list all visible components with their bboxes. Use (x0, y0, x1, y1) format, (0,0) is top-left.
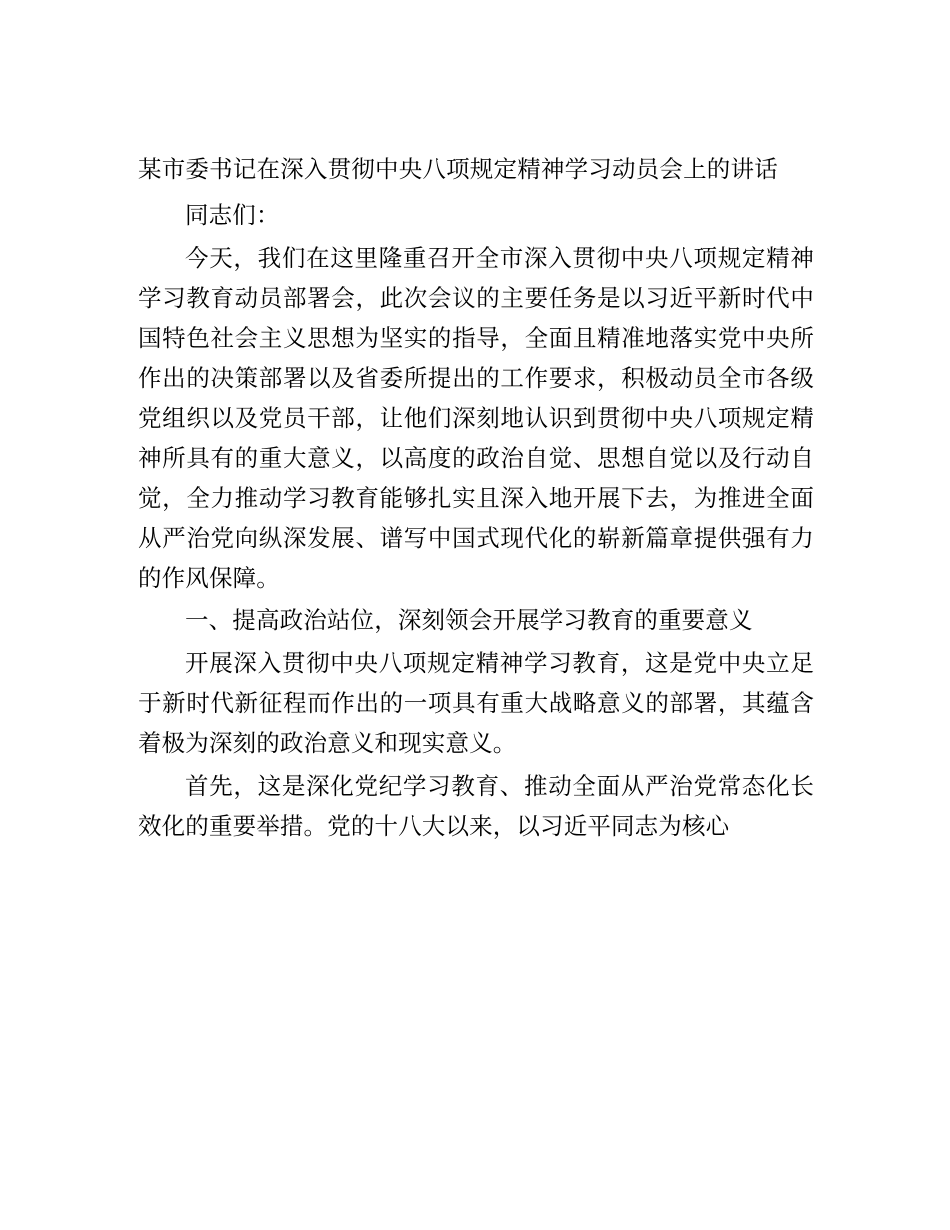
document-title: 某市委书记在深入贯彻中央八项规定精神学习动员会上的讲话 (138, 155, 778, 183)
paragraph-first-point: 首先，这是深化党纪学习教育、推动全面从严治党常态化长效化的重要举措。党的十八大以来，以习近平同志为核心 (138, 772, 814, 841)
document-body (138, 150, 814, 847)
section-heading-one: 一、提高政治站位，深刻领会开展学习教育的重要意义 (185, 606, 753, 635)
paragraph-opening: 今天，我们在这里隆重召开全市深入贯彻中央八项规定精神学习教育动员部署会，此次会议的主要任务是以习近平新时代中国特色社会主义思想为坚实的指导，全面且精准地落实党中央所作出的决策部署以及省委所提出的工作要求，积极动员全市各级党组织以及党员干部，让他们深刻地认识到贯彻中央八项规定精神所具有的重大意义，以高度的政治自觉、思想自觉以及行动自觉，全力推动学习教育能够扎实且深入地开展下去，为推进全面从严治党向纵深发展、谱写中国式现代化的崭新篇章提供强有力的作风保障。 (138, 244, 814, 592)
paragraph-section-one-intro: 开展深入贯彻中央八项规定精神学习教育，这是党中央立足于新时代新征程而作出的一项具有重大战略意义的部署，其蕴含着极为深刻的政治意义和现实意义。 (138, 649, 814, 758)
salutation: 同志们： (185, 201, 280, 230)
